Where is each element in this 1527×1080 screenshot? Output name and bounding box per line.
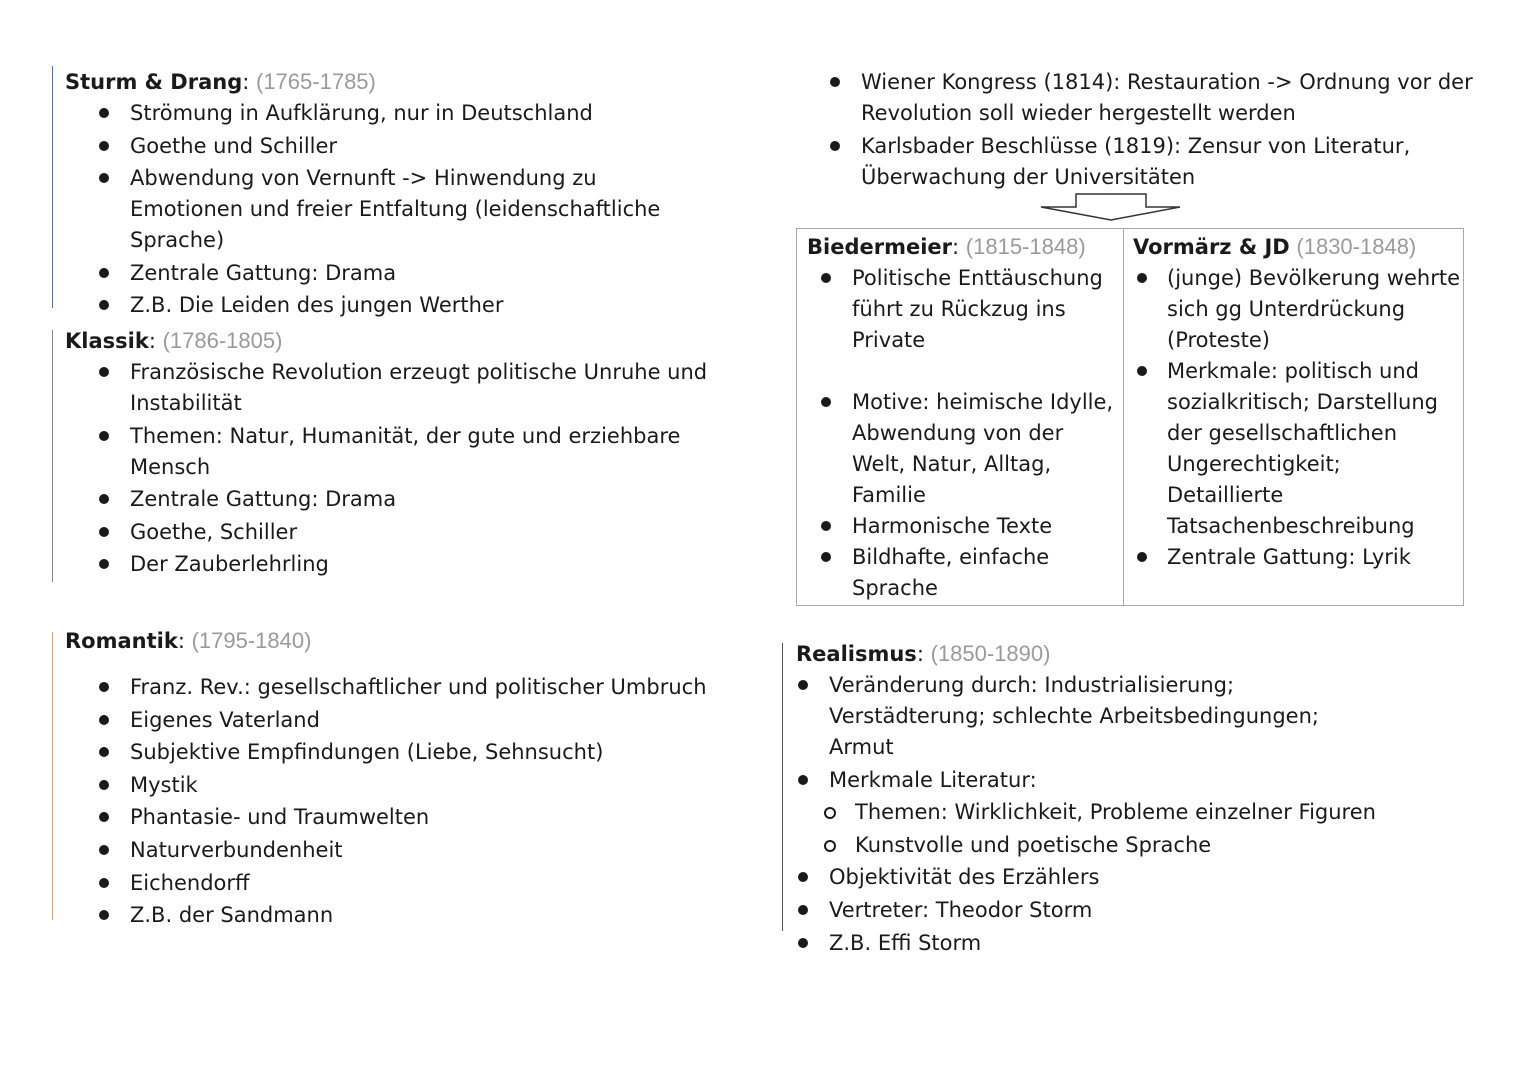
section-sturm-und-drang xyxy=(65,66,765,323)
list-item: Harmonische Texte xyxy=(807,511,1123,542)
list-item: Vertreter: Theodor Storm xyxy=(796,895,1476,926)
arrow-down-icon xyxy=(1040,192,1182,222)
list-item: Mystik xyxy=(65,770,765,801)
list-item: Zentrale Gattung: Lyrik xyxy=(1133,542,1463,573)
section-title: Realismus xyxy=(796,642,917,666)
list-item: Zentrale Gattung: Drama xyxy=(65,258,765,289)
section-dates: (1850-1890) xyxy=(930,641,1051,666)
list-item: Politische Enttäuschung führt zu Rückzug ins Private xyxy=(807,263,1123,356)
bullet-list xyxy=(796,67,1476,193)
table-cell-biedermeier xyxy=(797,229,1124,605)
list-item: Themen: Wirklichkeit, Probleme einzelner Figuren xyxy=(796,797,1476,828)
section-title: Klassik xyxy=(65,329,149,353)
realismus-accent-bar xyxy=(782,643,783,931)
section-title: Vormärz & JD xyxy=(1133,235,1290,259)
romantik-accent-bar xyxy=(52,632,53,920)
list-item: Z.B. der Sandmann xyxy=(65,900,765,931)
section-dates: (1765-1785) xyxy=(256,69,376,94)
bullet-list xyxy=(65,98,765,321)
section-dates: (1795-1840) xyxy=(191,628,312,653)
section-dates: (1786-1805) xyxy=(162,328,283,353)
section-dates: (1815-1848) xyxy=(965,234,1086,259)
list-item: Eigenes Vaterland xyxy=(65,705,765,736)
section-title: Romantik xyxy=(65,629,178,653)
epochs-table xyxy=(796,228,1464,606)
list-item: Eichendorff xyxy=(65,868,765,899)
section-title: Sturm & Drang xyxy=(65,70,243,94)
section-dates: (1830-1848) xyxy=(1296,234,1417,259)
list-item: Franz. Rev.: gesellschaftlicher und politischer Umbruch xyxy=(65,672,765,703)
section-realismus xyxy=(796,638,1476,960)
list-item: Wiener Kongress (1814): Restauration -> Ordnung vor der Revolution soll wieder hergestellt werden xyxy=(796,67,1476,129)
list-item: Veränderung durch: Industrialisierung; Verstädterung; schlechte Arbeitsbedingungen; Armut xyxy=(796,670,1389,763)
sturm-accent-bar xyxy=(52,66,53,308)
list-item: Französische Revolution erzeugt politische Unruhe und Instabilität xyxy=(65,357,710,419)
section-title: Biedermeier xyxy=(807,235,953,259)
list-item: Naturverbundenheit xyxy=(65,835,765,866)
bullet-list xyxy=(65,357,765,580)
list-item: (junge) Bevölkerung wehrte sich gg Unterdrückung (Proteste) xyxy=(1133,263,1463,356)
list-item: Z.B. Die Leiden des jungen Werther xyxy=(65,290,765,321)
table-cell-vormaerz xyxy=(1124,229,1463,605)
section-restauration xyxy=(796,67,1476,194)
section-heading: Realismus: (1850-1890) xyxy=(796,641,1051,666)
section-heading: Sturm & Drang: (1765-1785) xyxy=(65,69,376,94)
list-item: Goethe und Schiller xyxy=(65,131,765,162)
section-heading: Biedermeier: (1815-1848) xyxy=(807,234,1086,259)
list-item: Merkmale: politisch und sozialkritisch; Darstellung der gesellschaftlichen Ungerechtigkeit; Detaillierte Tatsachenbeschreibung xyxy=(1133,356,1463,542)
list-item: Motive: heimische Idylle, Abwendung von der Welt, Natur, Alltag, Familie xyxy=(807,387,1123,511)
bullet-list xyxy=(807,263,1123,604)
section-heading: Romantik: (1795-1840) xyxy=(65,628,312,653)
list-item: Der Zauberlehrling xyxy=(65,549,765,580)
list-item: Merkmale Literatur: xyxy=(796,765,1476,796)
list-item: Z.B. Effi Storm xyxy=(796,928,1476,959)
list-item: Strömung in Aufklärung, nur in Deutschland xyxy=(65,98,765,129)
section-heading: Klassik: (1786-1805) xyxy=(65,328,283,353)
list-item: Goethe, Schiller xyxy=(65,517,765,548)
list-item: Kunstvolle und poetische Sprache xyxy=(796,830,1476,861)
bullet-list xyxy=(796,670,1476,959)
list-item: Karlsbader Beschlüsse (1819): Zensur von Literatur, Überwachung der Universitäten xyxy=(796,131,1421,193)
section-klassik xyxy=(65,325,765,582)
bullet-list xyxy=(65,672,765,931)
klassik-accent-bar xyxy=(52,330,53,582)
list-item: Themen: Natur, Humanität, der gute und erziehbare Mensch xyxy=(65,421,710,483)
list-item: Abwendung von Vernunft -> Hinwendung zu Emotionen und freier Entfaltung (leidenschaftliche Sprache) xyxy=(65,163,710,256)
list-item: Zentrale Gattung: Drama xyxy=(65,484,765,515)
bullet-list xyxy=(1133,263,1463,573)
list-item: Objektivität des Erzählers xyxy=(796,862,1476,893)
list-item: Phantasie- und Traumwelten xyxy=(65,802,765,833)
list-item: Subjektive Empfindungen (Liebe, Sehnsucht) xyxy=(65,737,765,768)
list-item: Bildhafte, einfache Sprache xyxy=(807,542,1123,604)
section-romantik xyxy=(65,625,765,933)
section-heading xyxy=(1133,231,1463,263)
